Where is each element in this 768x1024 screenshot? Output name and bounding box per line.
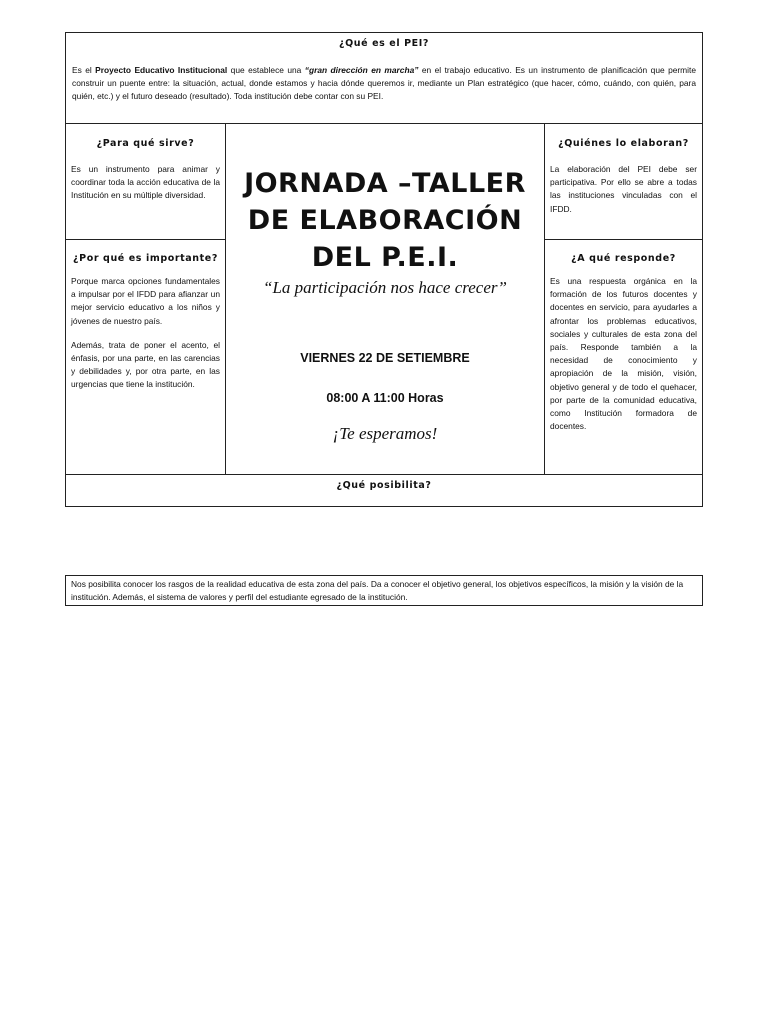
por-que-text-1: Porque marca opciones fundamentales a impulsar por el IFDD para afianzar un mejor servicio educativo a los niños y jóvenes de nuestro país. — [71, 276, 220, 326]
posibilita-heading: ¿Qué posibilita? — [336, 480, 432, 491]
quienes-text: La elaboración del PEI debe ser participativa. Por ello se abre a todas las instituciones vinculadas con el IFDD. — [550, 164, 697, 214]
pei-heading: ¿Qué es el PEI? — [338, 38, 429, 49]
title-line-3: DEL P.E.I. — [311, 242, 459, 273]
event-title — [226, 165, 544, 276]
pei-text-bold: Proyecto Educativo Institucional — [95, 65, 228, 75]
pei-text-pre: Es el — [72, 65, 96, 75]
quienes-heading: ¿Quiénes lo elaboran? — [558, 138, 689, 149]
a-que-section — [544, 240, 702, 474]
title-line-1: JORNADA –TALLER — [244, 168, 526, 199]
quienes-section — [544, 124, 702, 240]
event-date: VIERNES 22 DE SETIEMBRE — [300, 351, 470, 365]
event-quote: “La participación nos hace crecer” — [263, 278, 507, 297]
pei-text-italic: “gran dirección en marcha” — [304, 65, 419, 75]
posibilita-answer-box — [65, 575, 703, 606]
pei-text-mid: que establece una — [227, 65, 305, 75]
event-invite: ¡Te esperamos! — [332, 424, 438, 443]
pei-section — [66, 33, 702, 124]
para-que-heading: ¿Para qué sirve? — [96, 138, 195, 149]
posibilita-text: Nos posibilita conocer los rasgos de la realidad educativa de esta zona del país. Da a conocer el objetivo general, los objetivos específicos, la misión y la visión de la institución. Además, el sistema de valores y perfil del estudiante egresado de la institución. — [71, 579, 684, 603]
pei-text — [72, 64, 696, 104]
por-que-section — [66, 240, 226, 474]
event-time: 08:00 A 11:00 Horas — [326, 391, 444, 405]
posibilita-section — [66, 474, 702, 506]
a-que-heading: ¿A qué responde? — [571, 253, 676, 264]
event-center — [226, 124, 544, 474]
pei-text-post: en el trabajo educativo. Es un instrumento de planificación que permite construir un puente entre: la situación, actual, donde estamos y hacia dónde queremos ir, mediante un Plan estratégico (que hacer, cómo, cuándo, con quién, para quién, etc.) y el futuro deseado (resultado). Toda institución debe contar con su PEI. — [72, 65, 696, 102]
por-que-text-2: Además, trata de poner el acento, el énfasis, por una parte, en las carencias y debilidades y, por otra parte, en las urgencias que tiene la institución. — [71, 339, 220, 390]
a-que-text: Es una respuesta orgánica en la formación de los futuros docentes y docentes en servicio, para ayudarles a afrontar los problemas educativos, sociales y culturales de esta zona del país. Responde también a la necesidad de conocimiento y apropiación de la misión, visión, objetivo general y de todo el quehacer, por parte de la comunidad educativa, como Institución formadora de docentes. — [550, 276, 697, 432]
brochure-panel — [65, 32, 703, 507]
title-line-2: DE ELABORACIÓN — [247, 205, 523, 236]
por-que-heading: ¿Por qué es importante? — [73, 253, 218, 264]
para-que-section — [66, 124, 226, 240]
para-que-text: Es un instrumento para animar y coordinar toda la acción educativa de la Institución en su múltiple diversidad. — [71, 164, 220, 201]
